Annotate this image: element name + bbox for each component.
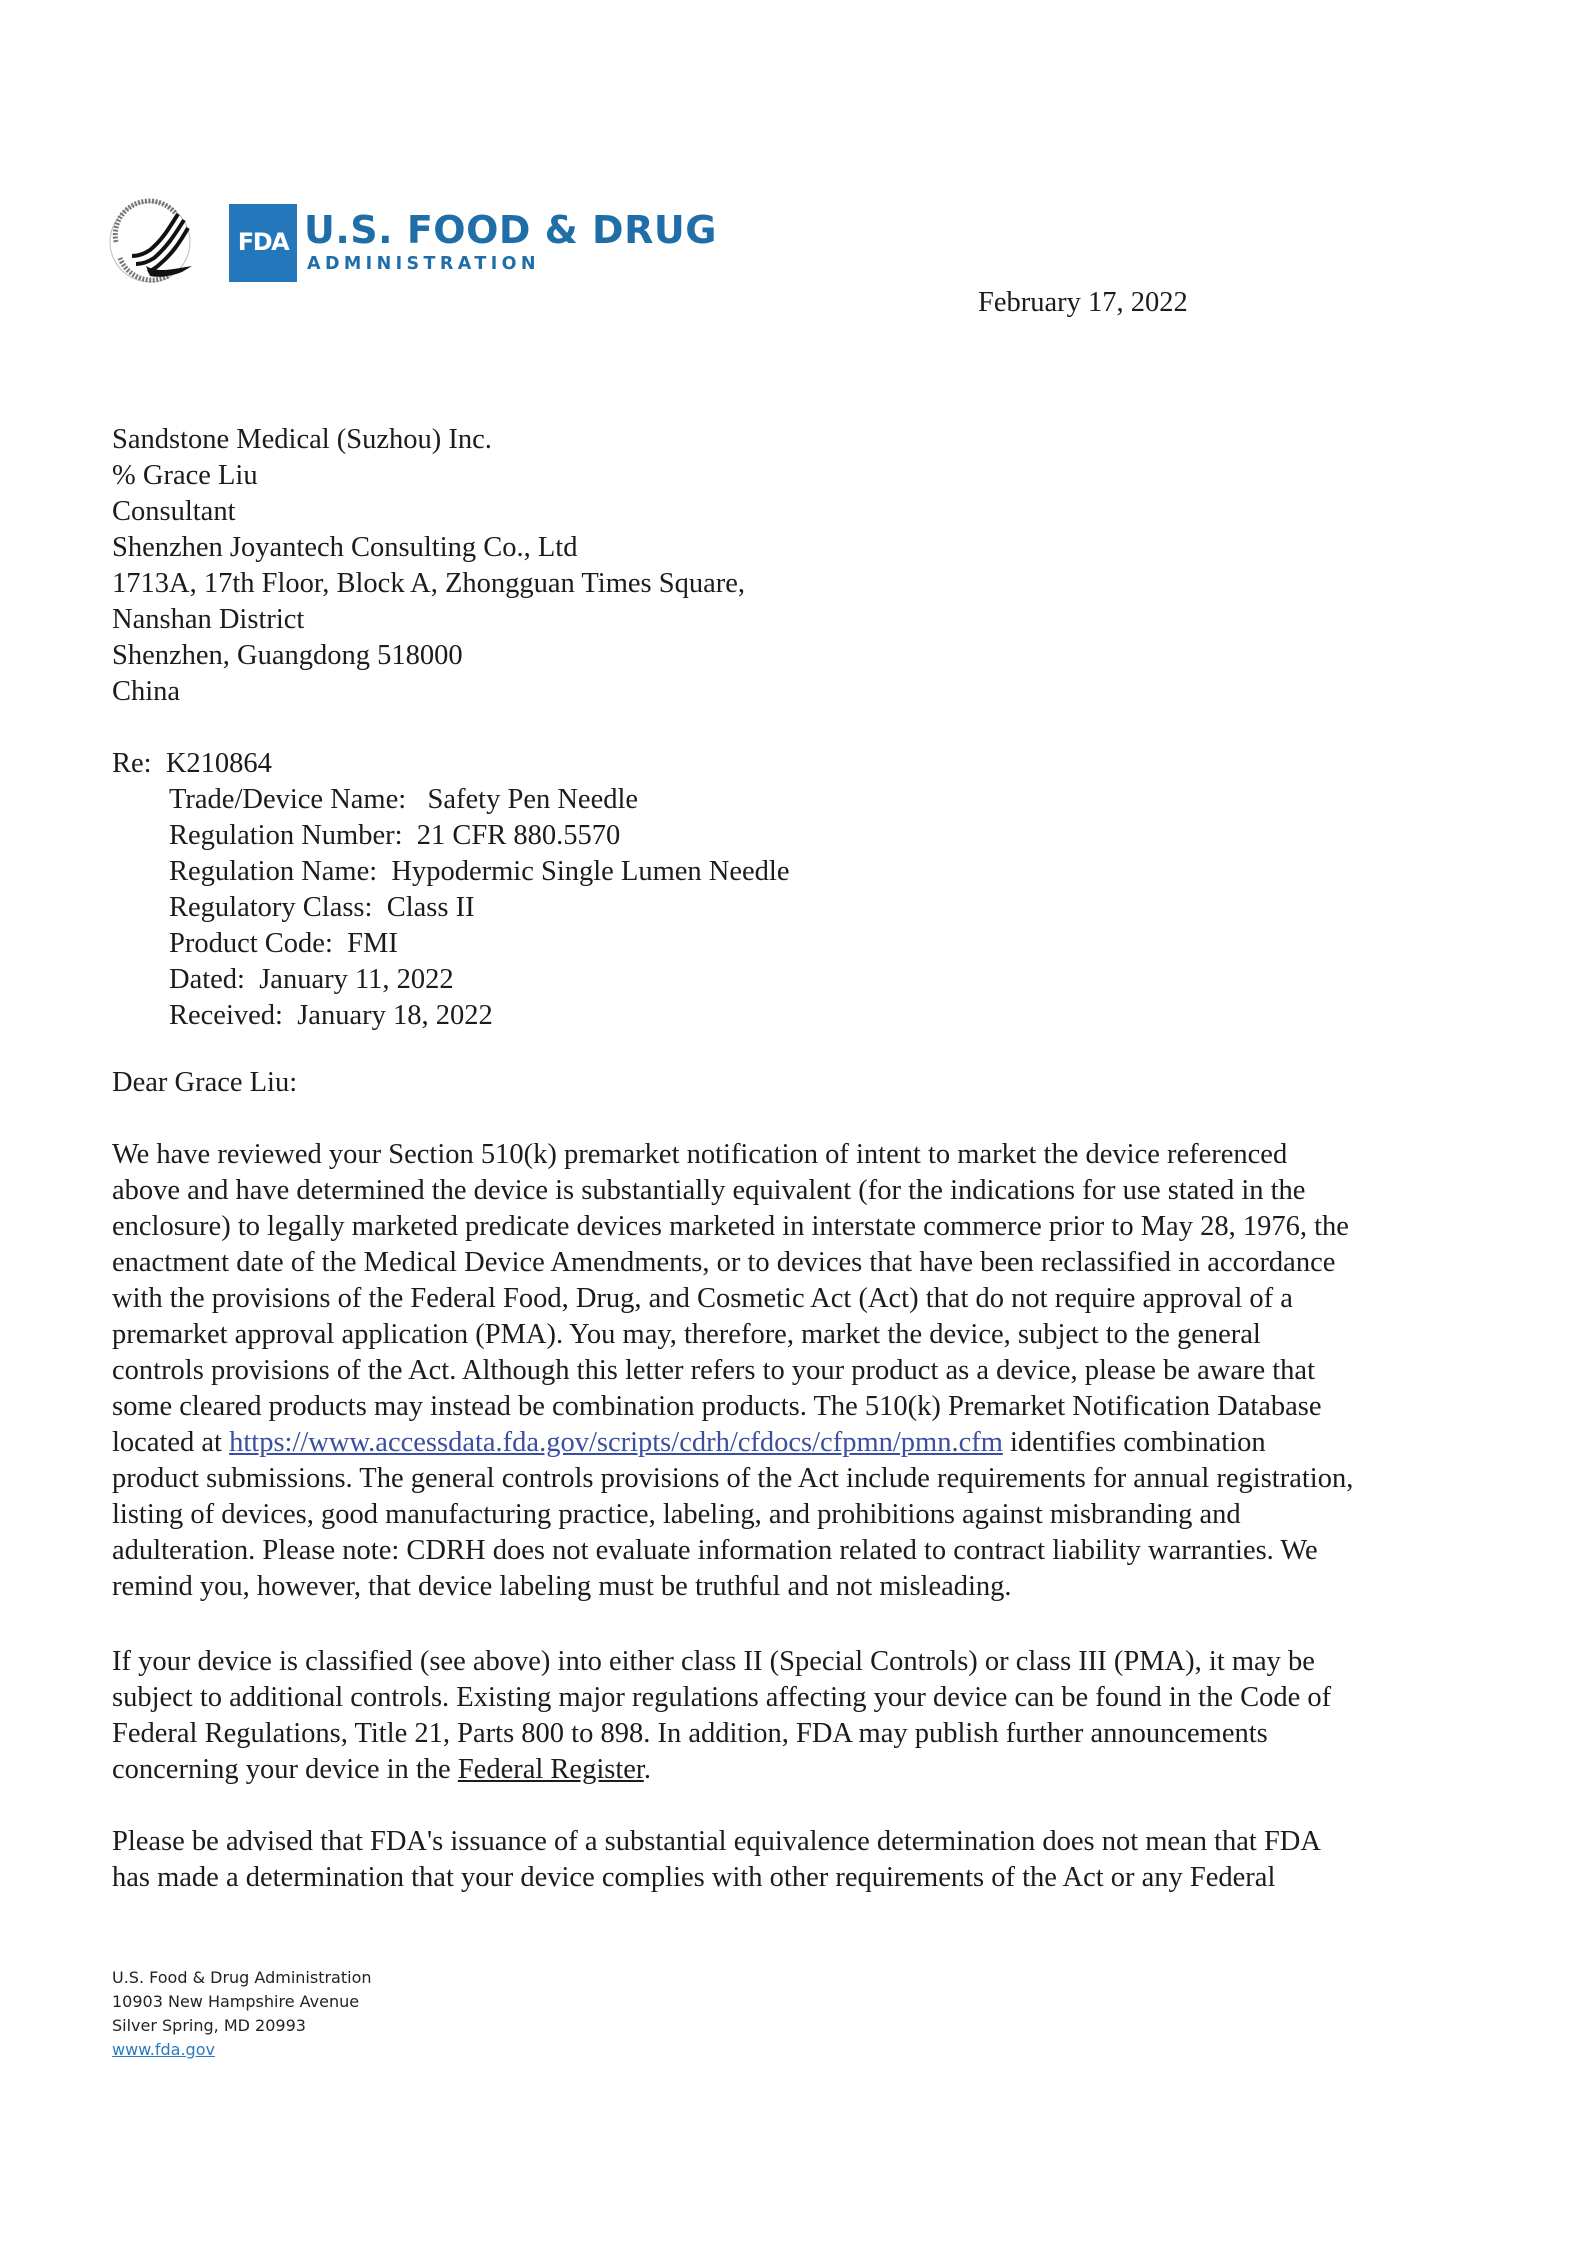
reference-block — [112, 746, 790, 1034]
text-line: has made a determination that your device complies with other requirements of the Act or any Federal — [112, 1862, 1276, 1893]
fda-box-label: FDA — [237, 228, 289, 256]
salutation: Dear Grace Liu: — [112, 1067, 298, 1098]
text-fragment: concerning your device in the — [112, 1754, 458, 1785]
re-field-product-code — [112, 926, 790, 962]
hhs-eagle-seal-icon — [106, 196, 202, 288]
text-line: premarket approval application (PMA). You may, therefore, market the device, subject to the general — [112, 1319, 1261, 1350]
text-line: enclosure) to legally marketed predicate devices marketed in interstate commerce prior to May 28, 1976, the — [112, 1211, 1349, 1242]
re-field-received — [112, 998, 790, 1034]
text-line: some cleared products may instead be combination products. The 510(k) Premarket Notification Database — [112, 1391, 1322, 1422]
footer-line: Silver Spring, MD 20993 — [112, 2016, 306, 2035]
body-paragraph-1 — [112, 1137, 1512, 1605]
fda-website-link[interactable]: www.fda.gov — [112, 2040, 215, 2059]
address-line: Shenzhen, Guangdong 518000 — [112, 640, 463, 671]
field-value: 21 CFR 880.5570 — [416, 820, 621, 851]
re-field-regulation-name — [112, 854, 790, 890]
re-field-dated — [112, 962, 790, 998]
address-line: 1713A, 17th Floor, Block A, Zhongguan Times Square, — [112, 568, 745, 599]
footer-line: 10903 New Hampshire Avenue — [112, 1992, 360, 2011]
text-fragment: identifies combination — [1002, 1427, 1266, 1458]
fda-subtitle: ADMINISTRATION — [307, 254, 540, 274]
text-line: enactment date of the Medical Device Amendments, or to devices that have been reclassified in accordance — [112, 1247, 1336, 1278]
letter-date: February 17, 2022 — [978, 287, 1188, 318]
text-line: Please be advised that FDA's issuance of a substantial equivalence determination does not mean that FDA — [112, 1826, 1321, 1857]
text-line: listing of devices, good manufacturing practice, labeling, and prohibitions against misbranding and — [112, 1499, 1241, 1530]
text-line: subject to additional controls. Existing major regulations affecting your device can be found in the Code of — [112, 1682, 1332, 1713]
text-line: with the provisions of the Federal Food, Drug, and Cosmetic Act (Act) that do not require approval of a — [112, 1283, 1293, 1314]
text-line: If your device is classified (see above) into either class II (Special Controls) or class III (PMA), it may be — [112, 1646, 1315, 1677]
re-label: Re: — [112, 748, 152, 779]
text-line — [112, 1752, 1512, 1788]
text-line: We have reviewed your Section 510(k) premarket notification of intent to market the device referenced — [112, 1139, 1288, 1170]
re-field-regulatory-class — [112, 890, 790, 926]
text-line: remind you, however, that device labeling must be truthful and not misleading. — [112, 1571, 1012, 1602]
re-line — [112, 746, 790, 782]
field-label: Regulation Number: — [169, 820, 403, 851]
field-label: Dated: — [169, 964, 245, 995]
field-value: Hypodermic Single Lumen Needle — [391, 856, 790, 887]
field-value: FMI — [347, 928, 398, 959]
field-value: January 18, 2022 — [297, 1000, 493, 1031]
fda-letterhead-logo — [106, 196, 717, 288]
text-line: adulteration. Please note: CDRH does not evaluate information related to contract liability warranties. We — [112, 1535, 1318, 1566]
address-line: Shenzhen Joyantech Consulting Co., Ltd — [112, 532, 578, 563]
federal-register-link[interactable]: Federal Register — [457, 1754, 644, 1785]
body-paragraph-2 — [112, 1644, 1512, 1788]
field-label: Regulation Name: — [169, 856, 378, 887]
re-number: K210864 — [165, 748, 272, 779]
field-label: Received: — [169, 1000, 283, 1031]
field-label: Product Code: — [169, 928, 333, 959]
address-line: Nanshan District — [112, 604, 305, 635]
recipient-address — [112, 422, 745, 710]
field-label: Regulatory Class: — [169, 892, 373, 923]
text-line: Federal Regulations, Title 21, Parts 800 to 898. In addition, FDA may publish further announcements — [112, 1718, 1268, 1749]
fda-box-mark — [229, 204, 297, 282]
text-fragment: located at — [112, 1427, 230, 1458]
address-line: % Grace Liu — [112, 460, 258, 491]
text-line: above and have determined the device is substantially equivalent (for the indications for use stated in the — [112, 1175, 1306, 1206]
text-line: controls provisions of the Act. Although this letter refers to your product as a device, please be aware that — [112, 1355, 1315, 1386]
field-value: January 11, 2022 — [259, 964, 454, 995]
fda-title: U.S. FOOD & DRUG — [304, 208, 717, 252]
text-line — [112, 1425, 1512, 1461]
field-label: Trade/Device Name: — [169, 784, 407, 815]
body-paragraph-3 — [112, 1824, 1512, 1896]
text-fragment: . — [643, 1754, 651, 1785]
text-line: product submissions. The general controls provisions of the Act include requirements for annual registration, — [112, 1463, 1354, 1494]
field-value: Class II — [386, 892, 475, 923]
address-line: Sandstone Medical (Suzhou) Inc. — [112, 424, 492, 455]
footer-line: U.S. Food & Drug Administration — [112, 1968, 372, 1987]
address-line: China — [112, 676, 181, 707]
re-field-trade-name — [112, 782, 790, 818]
fda-footer-address — [112, 1966, 372, 2062]
re-field-regulation-number — [112, 818, 790, 854]
address-line: Consultant — [112, 496, 236, 527]
field-value: Safety Pen Needle — [427, 784, 639, 815]
pmn-database-link[interactable]: https://www.accessdata.fda.gov/scripts/cdrh/cfdocs/cfpmn/pmn.cfm — [229, 1427, 1003, 1458]
